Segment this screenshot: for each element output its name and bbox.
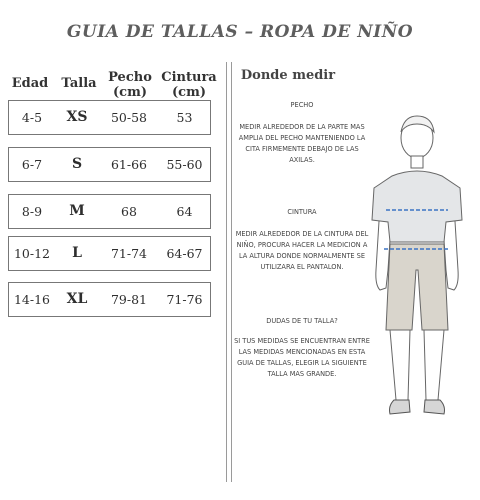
header-edad: Edad [11,76,49,91]
cell-pecho: 79-81 [110,292,148,307]
cell-pecho: 61-66 [110,157,148,172]
cintura-text: MEDIR ALREDEDOR DE LA CINTURA DEL NIÑO, PROCURA HACER LA MEDICION A LA ALTURA DONDE NORMALMENTE SE UTILIZARA EL PANTALON. [235,230,369,271]
cell-edad: 6-7 [21,157,43,172]
pecho-title: PECHO [290,101,314,109]
header-talla: Talla [61,76,97,91]
header-cintura-label: Cintura [161,70,217,85]
header-pecho-unit: (cm) [113,85,147,100]
shorts-shape [386,244,448,330]
pecho-text: MEDIR ALREDEDOR DE LA PARTE MAS AMPLIA DEL PECHO MANTENIENDO LA CITA FIRMEMENTE DEBAJO DE LAS AXILAS. [238,123,366,164]
cell-edad: 8-9 [21,204,43,219]
shoes-shape [390,400,445,414]
header-cintura [160,70,218,100]
legs-shape [390,330,444,400]
cell-edad: 14-16 [13,292,51,307]
dudas-title: DUDAS DE TU TALLA? [266,317,338,325]
cell-pecho: 50-58 [110,110,148,125]
table-row [8,236,211,271]
cell-talla: M [69,203,85,219]
cell-cintura: 55-60 [166,157,203,172]
table-row [8,194,211,229]
table-row [8,147,211,182]
cell-pecho: 68 [121,204,137,219]
header-cintura-unit: (cm) [172,85,206,100]
head-shape [401,116,434,168]
cell-cintura: 64 [176,204,193,219]
header-pecho-label: Pecho [108,70,152,85]
cell-pecho: 71-74 [110,246,148,261]
cell-talla: XS [66,109,88,125]
header-pecho [102,70,158,100]
cell-talla: S [71,156,83,172]
cell-edad: 10-12 [13,246,51,261]
cintura-title: CINTURA [287,208,317,216]
measure-title: Donde medir [240,68,336,83]
cell-talla: XL [66,291,88,307]
cell-cintura: 53 [176,110,193,125]
page-title: GUIA DE TALLAS – ROPA DE NIÑO [66,22,414,42]
table-row [8,100,211,135]
cell-cintura: 71-76 [166,292,203,307]
dudas-text: SI TUS MEDIDAS SE ENCUENTRAN ENTRE LAS MEDIDAS MENCIONADAS EN ESTA GUIA DE TALLAS, ELEGIR LA SIGUIENTE TALLA MAS GRANDE. [234,337,370,378]
child-figure-illustration [362,110,472,430]
cell-talla: L [72,245,82,261]
table-row [8,282,211,317]
cell-edad: 4-5 [21,110,43,125]
cell-cintura: 64-67 [166,246,203,261]
